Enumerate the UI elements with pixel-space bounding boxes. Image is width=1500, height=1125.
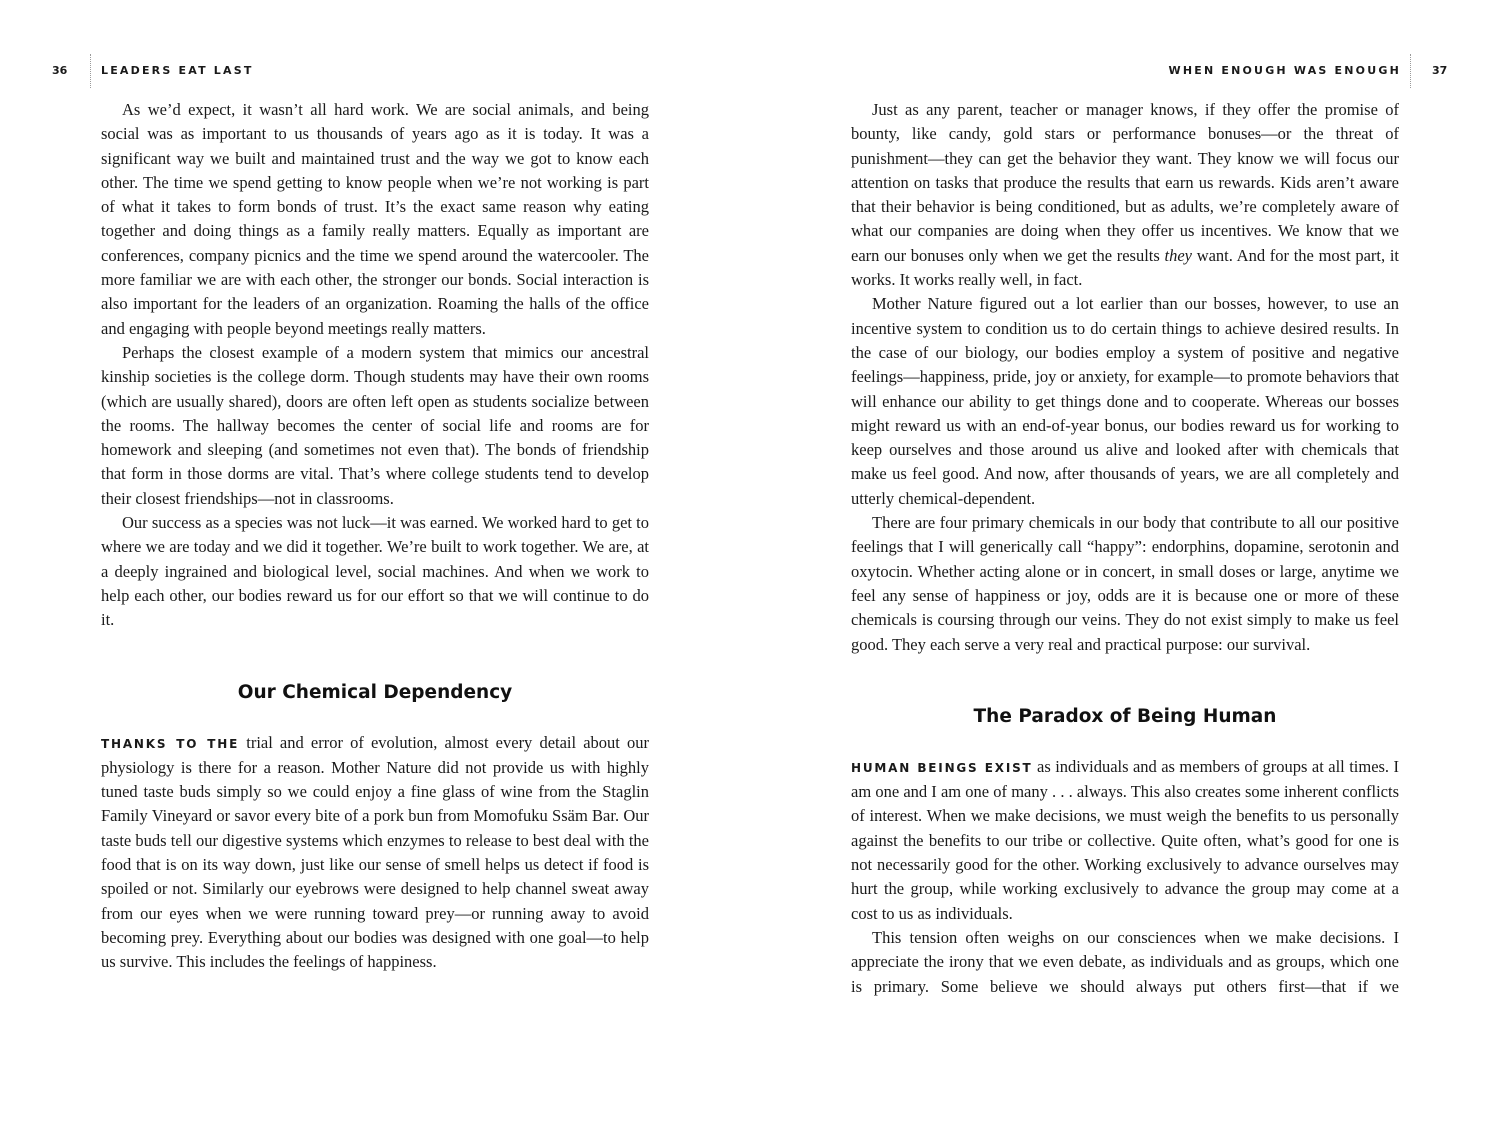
lead-in-small-caps: THANKS TO THE	[101, 736, 240, 751]
section-heading: The Paradox of Being Human	[973, 705, 1277, 727]
paragraph-text: Just as any parent, teacher or manager knows, if they offer the promise of bounty, like candy, gold stars or performance bonuses—or the threat of punishment—they can get the behavior they want. They know we will focus our attention on tasks that produce the results that earn us rewards. Kids aren’t aware that their behavior is being conditioned, but as adults, we’re completely aware of what our companies are doing when they offer us incentives. We know that we earn our bonuses only when we get the results	[851, 100, 1399, 265]
running-head: LEADERS EAT LAST	[101, 64, 254, 77]
body-text	[851, 98, 1399, 999]
section-opening-paragraph	[851, 755, 1399, 926]
lead-in-small-caps: HUMAN BEINGS EXIST	[851, 760, 1033, 775]
emphasis: they	[1164, 245, 1192, 265]
paragraph: Our success as a species was not luck—it was earned. We worked hard to get to where we are today and we did it together. We’re built to work together. We are, at a deeply ingrained and biological level, social machines. And when we work to help each other, our bodies reward us for our effort so that we will continue to do it.	[101, 513, 649, 630]
paragraph-text: as individuals and as members of groups at all times. I am one and I am one of many . . . always. This also creates some inherent conflicts of interest. When we make decisions, we must weigh the benefits to us personally against the benefits to our tribe or collective. Quite often, what’s good for one is not necessarily good for the other. Working exclusively to advance ourselves may hurt the group, while working exclusively to advance the group may come at a cost to us as individuals.	[851, 756, 1399, 923]
paragraph: There are four primary chemicals in our body that contribute to all our positive feelings that I will generically call “happy”: endorphins, dopamine, serotonin and oxytocin. Whether acting alone or in concert, in small doses or large, anytime we feel any sense of happiness or joy, odds are it is because one or more of these chemicals is coursing through our veins. They do not exist simply to make us feel good. They each serve a very real and practical purpose: our survival.	[851, 513, 1399, 654]
body-text	[101, 98, 649, 975]
right-page	[750, 0, 1500, 1125]
section-opening-paragraph	[101, 731, 649, 975]
page-number: 36	[52, 64, 68, 77]
paragraph: Mother Nature figured out a lot earlier than our bosses, however, to use an incentive system to condition us to do certain things to achieve desired results. In the case of our biology, our bodies employ a system of positive and negative feelings—happiness, pride, joy or anxiety, for example—to promote behaviors that will enhance our ability to get things done and to cooperate. Whereas our bosses might reward us with an end-of-year bonus, our bodies reward us for working to keep ourselves and those around us alive and looked after with chemicals that make us feel good. And now, after thousands of years, we are all completely and utterly chemical-dependent.	[851, 294, 1399, 508]
running-head-divider	[90, 54, 91, 88]
paragraph: This tension often weighs on our consciences when we make decisions. I appreciate the irony that we even debate, as individuals and as groups, which one is primary. Some believe we should always put others first—that if we	[851, 927, 1399, 996]
paragraph-text: trial and error of evolution, almost every detail about our physiology is there for a reason. Mother Nature did not provide us with highly tuned taste buds simply so we could enjoy a fine glass of wine from the Staglin Family Vineyard or savor every bite of a pork bun from Momofuku Ssäm Bar. Our taste buds tell our digestive systems which enzymes to release to best deal with the food that is on its way down, just like our sense of smell helps us detect if food is spoiled or not. Similarly our eyebrows were designed to help channel sweat away from our eyes when we were running toward prey—or running away to avoid becoming prey. Everything about our bodies was designed with one goal—to help us survive. This includes the feelings of happiness.	[101, 732, 650, 972]
running-head: WHEN ENOUGH WAS ENOUGH	[1168, 64, 1401, 77]
paragraph-text: want. And for the most part, it works. It works really well, in fact.	[851, 245, 1399, 290]
paragraph	[851, 98, 1399, 292]
section-heading: Our Chemical Dependency	[237, 681, 513, 703]
page-number: 37	[1432, 64, 1448, 77]
running-head-divider	[1410, 54, 1411, 88]
paragraph: Perhaps the closest example of a modern system that mimics our ancestral kinship societies is the college dorm. Though students may have their own rooms (which are usually shared), doors are often left open as students socialize between the rooms. The hallway becomes the center of social life and rooms are for homework and sleeping (and sometimes not even that). The bonds of friendship that form in those dorms are vital. That’s where college students tend to develop their closest friendships—not in classrooms.	[101, 342, 649, 508]
paragraph: As we’d expect, it wasn’t all hard work. We are social animals, and being social was as important to us thousands of years ago as it is today. It was a significant way we built and maintained trust and the way we got to know each other. The time we spend getting to know people when we’re not working is part of what it takes to form bonds of trust. It’s the exact same reason why eating together and doing things as a family really matters. Equally as important are conferences, company picnics and the time we spend around the watercooler. The more familiar we are with each other, the stronger our bonds. Social interaction is also important for the leaders of an organization. Roaming the halls of the office and engaging with people beyond meetings really matters.	[101, 100, 649, 338]
